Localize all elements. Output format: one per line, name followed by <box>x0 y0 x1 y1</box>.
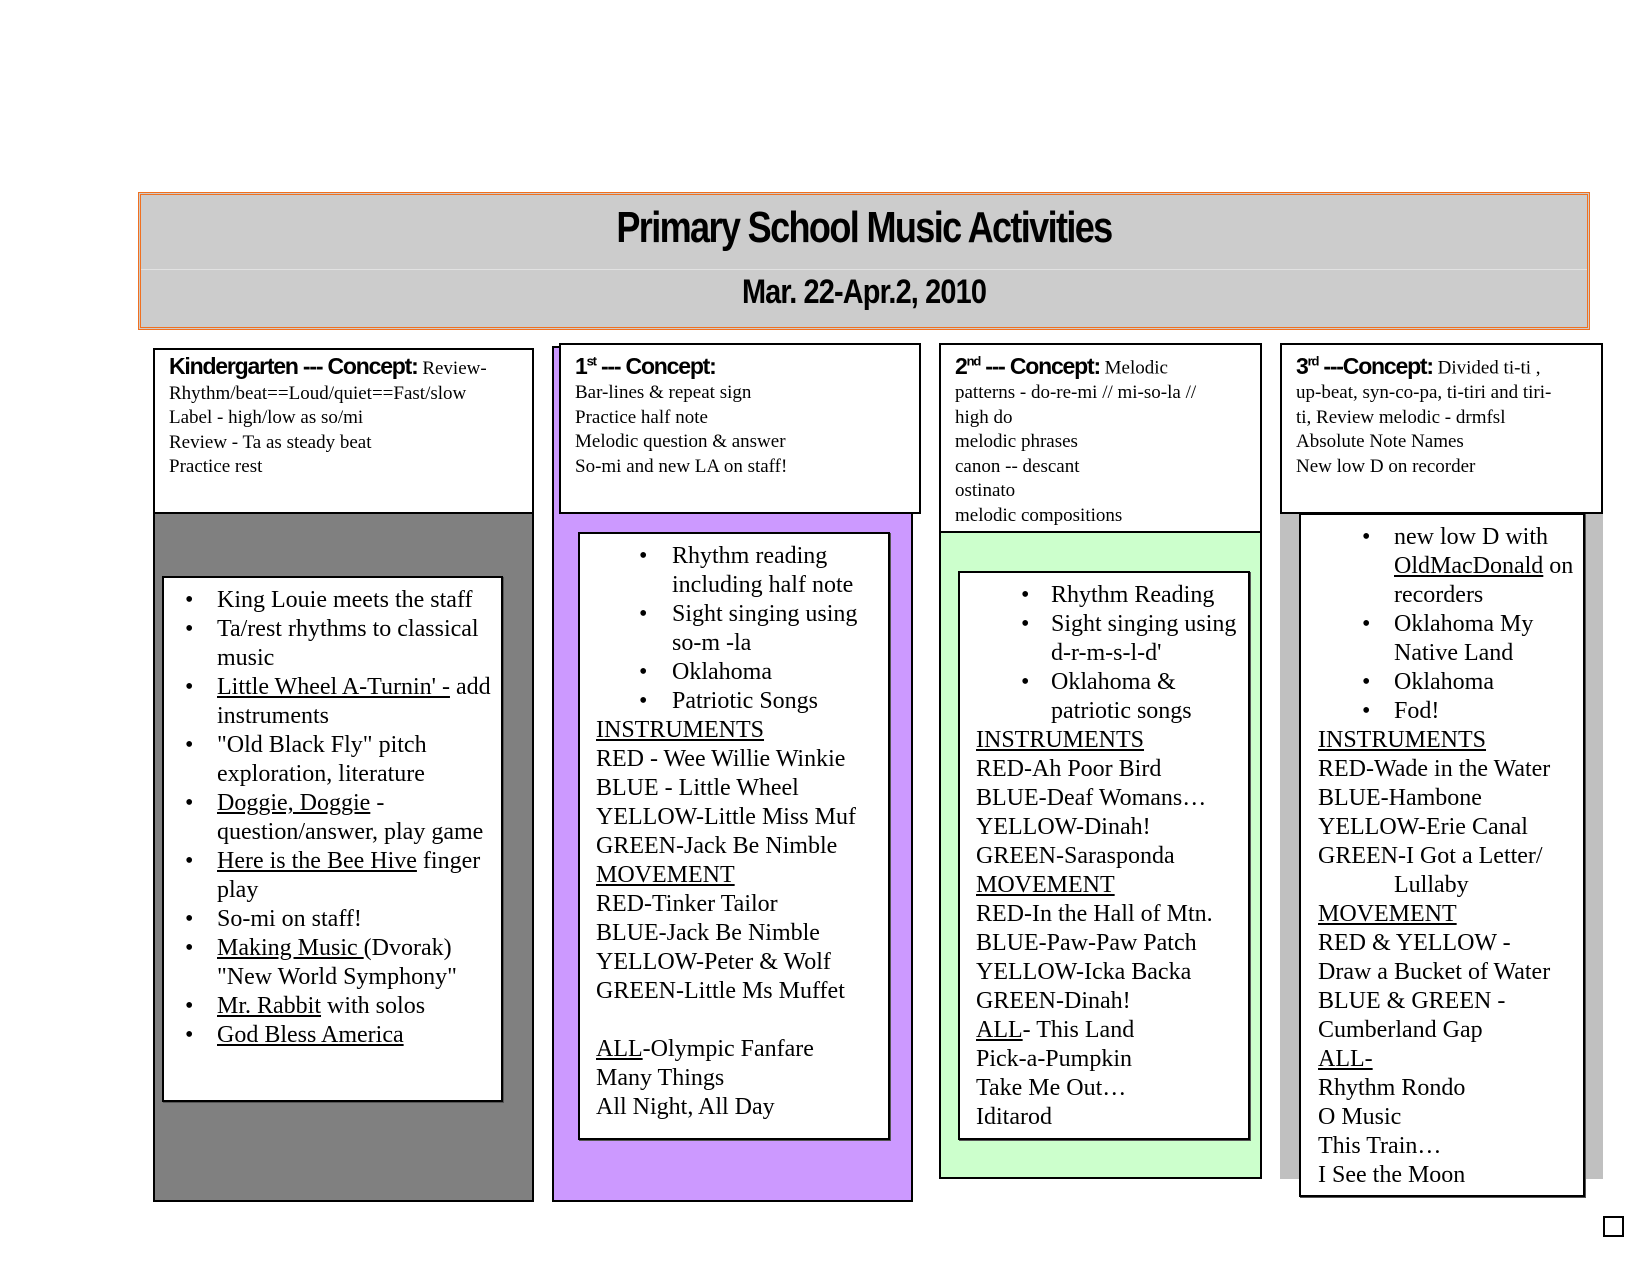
bullet-icon: • <box>639 659 648 685</box>
text-line <box>960 755 1248 784</box>
item-text: BLUE-Deaf Womans… <box>976 785 1207 811</box>
text-line <box>1301 958 1583 987</box>
bullet-icon: • <box>185 935 194 961</box>
text-line <box>1301 813 1583 842</box>
bullet-item <box>164 905 501 934</box>
text-line <box>960 1016 1248 1045</box>
bullet-icon: • <box>1362 524 1371 550</box>
bullet-item <box>164 586 501 615</box>
text-line <box>580 774 888 803</box>
text-line <box>1301 900 1583 929</box>
item-text: Oklahoma <box>1394 669 1494 695</box>
concept-label: Concept: <box>327 353 418 379</box>
text-line <box>1301 1016 1583 1045</box>
heading-separator: --- <box>595 352 626 379</box>
text-line <box>1301 1103 1583 1132</box>
text-line <box>580 977 888 1006</box>
bullet-item <box>164 731 501 789</box>
heading-separator: --- <box>297 353 328 379</box>
underlined-title: Doggie, Doggie <box>217 790 371 816</box>
concept-label: Concept: <box>625 352 716 379</box>
bullet-icon: • <box>1021 611 1030 637</box>
item-text: RED-Tinker Tailor <box>596 891 778 917</box>
bullet-icon: • <box>639 601 648 627</box>
bullet-icon: • <box>1362 611 1371 637</box>
concept-text: Melodic <box>1099 357 1168 379</box>
bullet-item <box>580 542 888 600</box>
bullet-icon: • <box>185 732 194 758</box>
bullet-item <box>580 658 888 687</box>
item-text: - This Land <box>1022 1017 1135 1043</box>
item-text: Sight singing using so-m -la <box>672 601 858 656</box>
second-grade-activities-box <box>958 571 1250 1140</box>
concept-heading <box>1296 353 1433 379</box>
concept-line: ti, Review melodic - drmfsl <box>1296 406 1506 428</box>
text-line <box>960 958 1248 987</box>
bullet-item <box>164 789 501 847</box>
grade-suffix: rd <box>1307 353 1319 368</box>
concept-heading <box>955 353 1100 379</box>
underlined-title: ALL- <box>1318 1046 1373 1072</box>
bullet-icon: • <box>185 587 194 613</box>
underlined-title: INSTRUMENTS <box>596 717 765 743</box>
item-text: King Louie meets the staff <box>217 587 473 613</box>
item-text: add instruments <box>217 674 491 729</box>
concept-line: Practice rest <box>169 456 263 477</box>
concept-line: Practice half note <box>575 406 708 428</box>
concept-line: New low D on recorder <box>1296 455 1476 477</box>
title-banner <box>138 192 1590 330</box>
bullet-item <box>1301 610 1583 668</box>
text-line <box>580 832 888 861</box>
date-range: Mar. 22-Apr.2, 2010 <box>741 273 987 311</box>
bullet-item <box>960 581 1248 610</box>
item-text: GREEN-Little Ms Muffet <box>596 978 845 1004</box>
underlined-title: OldMacDonald <box>1394 553 1544 579</box>
underlined-title: Little Wheel A-Turnin' - <box>217 674 450 700</box>
underlined-title: ALL <box>976 1017 1023 1043</box>
text-line <box>580 919 888 948</box>
bullet-icon: • <box>1021 582 1030 608</box>
item-text: Oklahoma My Native Land <box>1394 611 1534 666</box>
blank-line <box>580 1006 888 1035</box>
bullet-icon: • <box>185 848 194 874</box>
kindergarten-concept-box <box>153 348 534 514</box>
item-text: BLUE - Little Wheel <box>596 775 799 801</box>
concept-line: Absolute Note Names <box>1296 431 1464 453</box>
text-line <box>960 929 1248 958</box>
text-line <box>1301 755 1583 784</box>
first-grade-concept-box <box>559 343 921 514</box>
item-text: YELLOW-Little Miss Muf <box>596 804 856 830</box>
concept-line: ostinato <box>955 480 1016 502</box>
item-text: (Dvorak) "New World Symphony" <box>217 935 457 990</box>
item-text: GREEN-Dinah! <box>976 988 1131 1014</box>
bullet-icon: • <box>185 1022 194 1048</box>
bullet-item <box>960 668 1248 726</box>
item-text: "Old Black Fly" pitch exploration, literature <box>217 732 427 787</box>
checkbox[interactable] <box>1603 1216 1624 1237</box>
underlined-title: MOVEMENT <box>596 862 735 888</box>
underlined-title: God Bless America <box>217 1022 404 1048</box>
grade-label: 2 <box>955 352 967 379</box>
item-text: -Olympic Fanfare <box>642 1036 814 1062</box>
text-line <box>580 716 888 745</box>
text-line <box>1301 1074 1583 1103</box>
item-text: GREEN-Sarasponda <box>976 843 1175 869</box>
underlined-title: Mr. Rabbit <box>217 993 322 1019</box>
concept-heading <box>575 353 716 379</box>
bullet-item <box>164 1021 501 1050</box>
text-line <box>1301 1132 1583 1161</box>
text-line <box>580 861 888 890</box>
item-text: YELLOW-Dinah! <box>976 814 1151 840</box>
item-text: So-mi on staff! <box>217 906 362 932</box>
text-line <box>1301 726 1583 755</box>
underlined-title: Making Music <box>217 935 364 961</box>
text-line <box>960 900 1248 929</box>
item-text: Patriotic Songs <box>672 688 819 714</box>
item-text: Rhythm Rondo <box>1318 1075 1466 1101</box>
text-line <box>960 987 1248 1016</box>
text-line <box>960 1103 1248 1132</box>
concept-text: Review- <box>417 358 487 379</box>
bullet-item <box>1301 668 1583 697</box>
concept-line: melodic compositions <box>955 504 1123 526</box>
bullet-icon: • <box>185 674 194 700</box>
text-line <box>960 871 1248 900</box>
item-text: Iditarod <box>976 1104 1052 1130</box>
text-line <box>580 890 888 919</box>
item-text: Sight singing using d-r-m-s-l-d' <box>1051 611 1237 666</box>
bullet-icon: • <box>185 790 194 816</box>
text-line <box>960 726 1248 755</box>
concept-line: So-mi and new LA on staff! <box>575 455 788 477</box>
heading-separator: --- <box>980 352 1010 379</box>
text-line <box>960 842 1248 871</box>
text-line <box>960 784 1248 813</box>
bullet-icon: • <box>639 543 648 569</box>
bullet-item <box>164 673 501 731</box>
bullet-item <box>1301 697 1583 726</box>
item-text: - question/answer, play game <box>217 790 484 845</box>
item-text: RED-In the Hall of Mtn. <box>976 901 1213 927</box>
bullet-item <box>164 615 501 673</box>
concept-line: patterns - do-re-mi // mi-so-la // <box>955 382 1197 404</box>
grade-suffix: st <box>586 353 596 368</box>
underlined-title: Here is the Bee Hive <box>217 848 417 874</box>
text-line <box>960 1045 1248 1074</box>
underlined-title: INSTRUMENTS <box>976 727 1145 753</box>
third-grade-activities-box <box>1299 513 1585 1197</box>
item-text: Cumberland Gap <box>1318 1017 1483 1043</box>
text-line <box>580 1064 888 1093</box>
bullet-item <box>164 847 501 905</box>
text-line <box>580 948 888 977</box>
concept-line: canon -- descant <box>955 455 1080 477</box>
bullet-item <box>164 992 501 1021</box>
item-text: This Train… <box>1318 1133 1442 1159</box>
grade-label: 1 <box>575 352 587 379</box>
item-text: with solos <box>321 993 426 1019</box>
item-text: BLUE-Jack Be Nimble <box>596 920 820 946</box>
text-line <box>580 803 888 832</box>
item-text: Draw a Bucket of Water <box>1318 959 1551 985</box>
bullet-icon: • <box>639 688 648 714</box>
second-grade-concept-box <box>939 343 1262 533</box>
item-text: BLUE-Paw-Paw Patch <box>976 930 1197 956</box>
text-line <box>1301 929 1583 958</box>
text-line <box>580 1093 888 1122</box>
underlined-title: MOVEMENT <box>1318 901 1457 927</box>
concept-line: Label - high/low as so/mi <box>169 407 364 428</box>
text-line <box>580 745 888 774</box>
item-text: All Night, All Day <box>596 1094 775 1120</box>
third-grade-concept-box <box>1280 343 1603 514</box>
bullet-item <box>580 600 888 658</box>
text-line <box>580 1035 888 1064</box>
kindergarten-activities-box <box>162 576 503 1102</box>
concept-line: Rhythm/beat==Loud/quiet==Fast/slow <box>169 382 467 404</box>
bullet-icon: • <box>1362 698 1371 724</box>
item-text: BLUE-Hambone <box>1318 785 1482 811</box>
item-text: Take Me Out… <box>976 1075 1127 1101</box>
item-text: YELLOW-Peter & Wolf <box>596 949 831 975</box>
underlined-title: MOVEMENT <box>976 872 1115 898</box>
text-line <box>1301 1161 1583 1190</box>
underlined-title: ALL <box>596 1036 643 1062</box>
item-text: I See the Moon <box>1318 1162 1466 1188</box>
item-text: Oklahoma <box>672 659 772 685</box>
text-line <box>960 1074 1248 1103</box>
item-text: O Music <box>1318 1104 1402 1130</box>
item-text: RED-Ah Poor Bird <box>976 756 1162 782</box>
bullet-item <box>164 934 501 992</box>
first-grade-activities-box <box>578 532 890 1140</box>
item-text: finger play <box>217 848 481 903</box>
concept-line: Melodic question & answer <box>575 431 786 453</box>
item-text: new low D with <box>1394 524 1548 550</box>
banner-divider <box>141 269 1587 270</box>
item-text: Oklahoma & patriotic songs <box>1051 669 1192 724</box>
concept-line: high do <box>955 406 1013 428</box>
concept-text: Divided ti-ti , <box>1432 357 1541 379</box>
bullet-icon: • <box>185 616 194 642</box>
concept-line: Review - Ta as steady beat <box>169 431 372 453</box>
item-text: YELLOW-Icka Backa <box>976 959 1192 985</box>
text-line <box>960 813 1248 842</box>
item-text: RED - Wee Willie Winkie <box>596 746 846 772</box>
item-text: Fod! <box>1394 698 1440 724</box>
concept-line: up-beat, syn-co-pa, ti-tiri and tiri- <box>1296 382 1552 404</box>
item-text: Rhythm Reading <box>1051 582 1215 608</box>
bullet-item <box>960 610 1248 668</box>
item-text: GREEN-I Got a Letter/ Lullaby <box>1318 843 1543 898</box>
item-text: YELLOW-Erie Canal <box>1318 814 1528 840</box>
heading-separator: --- <box>1318 352 1343 379</box>
text-line <box>1301 784 1583 813</box>
item-text: BLUE & GREEN - <box>1318 988 1506 1014</box>
concept-heading <box>169 353 418 379</box>
item-text: Many Things <box>596 1065 725 1091</box>
grade-label: Kindergarten <box>169 353 298 379</box>
bullet-icon: • <box>185 906 194 932</box>
bullet-icon: • <box>1362 669 1371 695</box>
item-text: Ta/rest rhythms to classical music <box>217 616 479 671</box>
text-line <box>1301 1045 1583 1074</box>
item-text: Pick-a-Pumpkin <box>976 1046 1132 1072</box>
bullet-item <box>1301 523 1583 610</box>
concept-label: Concept: <box>1342 352 1433 379</box>
grade-suffix: nd <box>966 353 981 368</box>
item-text: Rhythm reading including half note <box>672 543 854 598</box>
grade-label: 3 <box>1296 352 1308 379</box>
page-title: Primary School Music Activities <box>616 203 1112 252</box>
concept-label: Concept: <box>1009 352 1100 379</box>
bullet-item <box>580 687 888 716</box>
underlined-title: INSTRUMENTS <box>1318 727 1487 753</box>
concept-line: Bar-lines & repeat sign <box>575 382 752 404</box>
item-text: on recorders <box>1394 553 1574 608</box>
text-line <box>1301 987 1583 1016</box>
concept-line: melodic phrases <box>955 431 1078 453</box>
item-text: GREEN-Jack Be Nimble <box>596 833 838 859</box>
bullet-icon: • <box>1021 669 1030 695</box>
item-text: RED & YELLOW - <box>1318 930 1511 956</box>
text-line <box>1301 842 1583 900</box>
item-text: RED-Wade in the Water <box>1318 756 1551 782</box>
bullet-icon: • <box>185 993 194 1019</box>
